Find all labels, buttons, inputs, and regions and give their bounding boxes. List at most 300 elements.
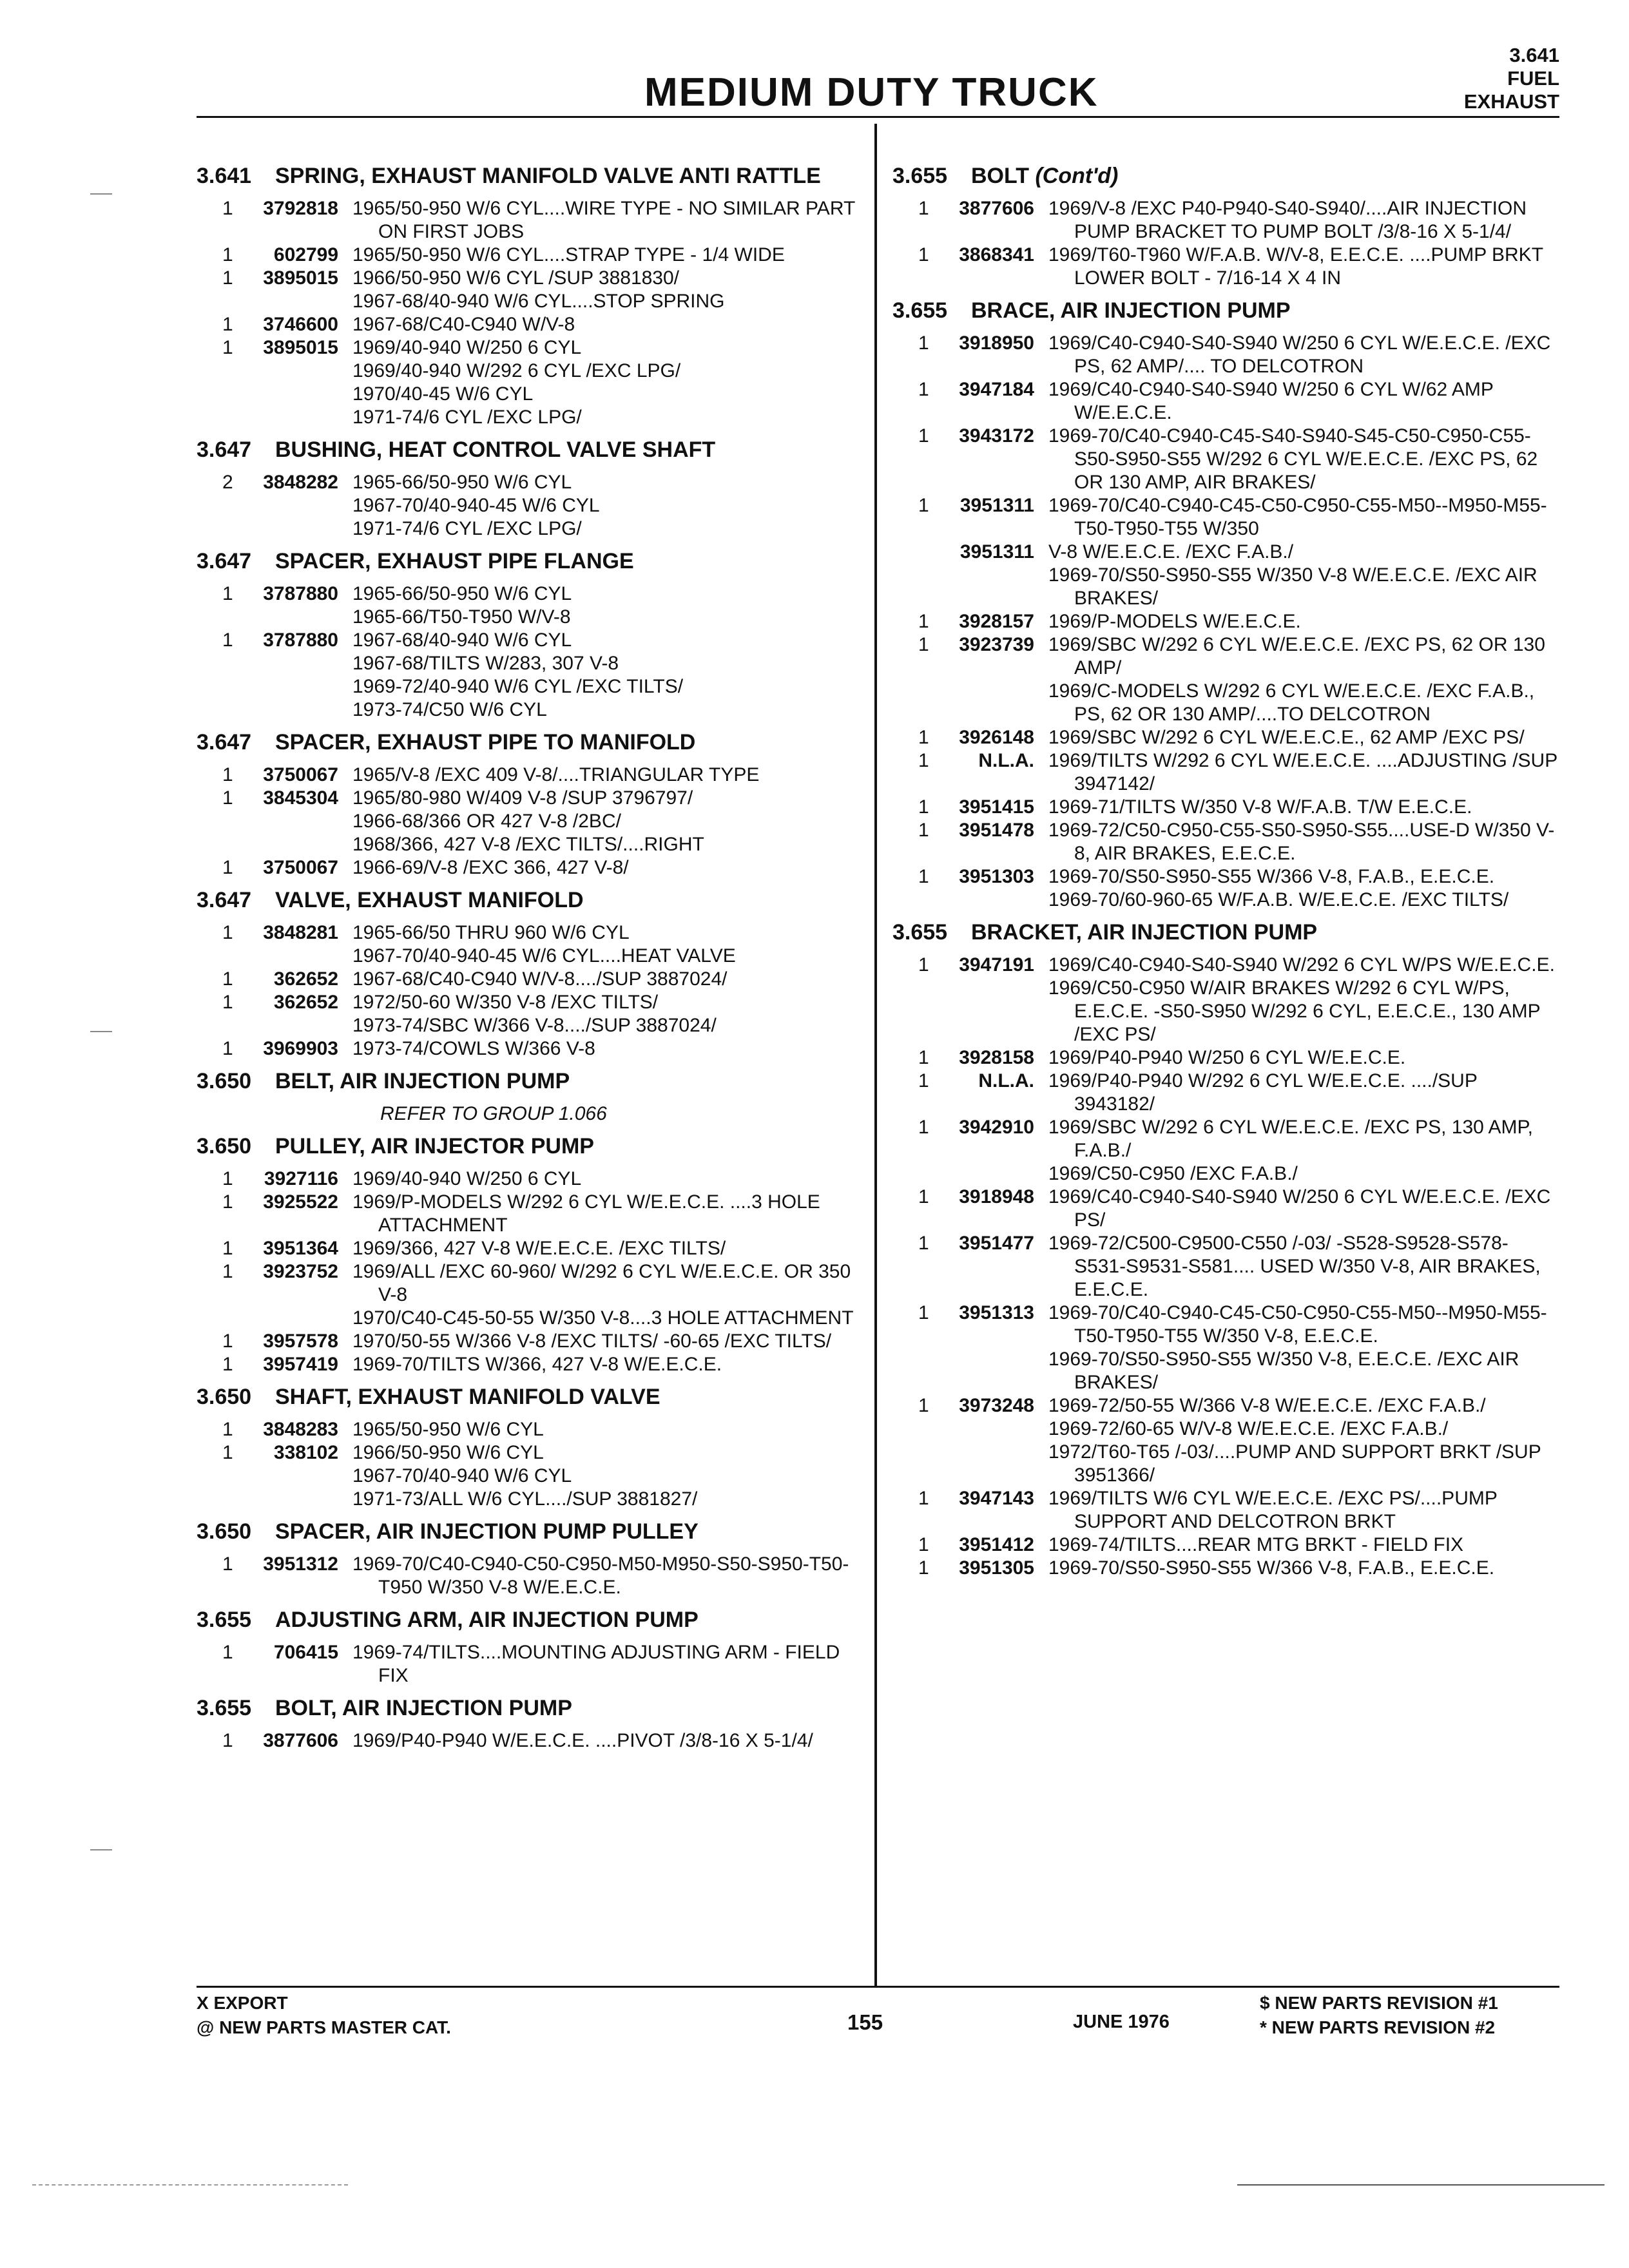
description-line: 1969-70/S50-S950-S55 W/366 V-8, F.A.B., E.E.C.E. <box>1048 1557 1495 1579</box>
part-row <box>892 726 1559 749</box>
footer-revision-2: * NEW PARTS REVISION #2 <box>1260 2017 1496 2037</box>
part-description <box>1048 796 1559 819</box>
description-line: 1970/50-55 W/366 V-8 /EXC TILTS/ -60-65 /EXC TILTS/ <box>352 1331 832 1352</box>
part-row <box>197 1553 860 1599</box>
description-line: 1969-70/S50-S950-S55 W/350 V-8, E.E.C.E. /EXC AIR BRAKES/ <box>1048 1349 1519 1393</box>
section-title <box>965 921 1559 945</box>
part-description <box>1048 633 1559 726</box>
section-title-text: BRACE, AIR INJECTION PUMP <box>971 298 1291 323</box>
part-number: 3943172 <box>959 425 1034 447</box>
part-description <box>1048 197 1559 244</box>
part-number: 3951412 <box>959 1534 1034 1555</box>
quantity: 1 <box>918 1302 929 1323</box>
page-title: MEDIUM DUTY TRUCK <box>644 70 1099 115</box>
section-heading <box>197 731 860 754</box>
quantity: 1 <box>918 1117 929 1138</box>
quantity: 1 <box>222 629 233 651</box>
quantity: 1 <box>222 1354 233 1375</box>
part-row <box>892 1186 1559 1232</box>
quantity: 1 <box>918 750 929 771</box>
description-line: 1967-70/40-940 W/6 CYL <box>352 1465 572 1486</box>
description-line: 1969/C50-C950 /EXC F.A.B./ <box>1048 1163 1298 1184</box>
part-number: 3957578 <box>263 1331 338 1352</box>
part-row <box>197 1353 860 1376</box>
description-line: 1969-70/C40-C940-C45-S40-S940-S45-C50-C950-C55-S50-S950-S55 W/292 6 CYL W/E.E.C.E. /EXC PS, 62 OR 130 AMP, AIR BRAKES/ <box>1048 425 1538 493</box>
section-number: 3.647 <box>197 437 252 462</box>
part-number: 3928157 <box>959 611 1034 632</box>
footer-revision-1: $ NEW PARTS REVISION #1 <box>1260 1993 1498 2013</box>
part-row <box>197 336 860 429</box>
part-description <box>352 197 860 244</box>
section-title <box>269 438 860 462</box>
group-label: FUEL <box>1507 67 1559 90</box>
part-description <box>1048 425 1559 494</box>
part-number: 338102 <box>273 1442 338 1463</box>
part-row <box>892 378 1559 425</box>
section-codes <box>1464 44 1559 113</box>
section-title <box>269 1696 860 1720</box>
description-line: 1965/50-950 W/6 CYL....STRAP TYPE - 1/4 WIDE <box>352 244 785 265</box>
description-line: 1967-68/C40-C940 W/V-8 <box>352 314 575 335</box>
description-line: 1965-66/50-950 W/6 CYL <box>352 472 572 493</box>
part-row <box>197 582 860 629</box>
section-heading <box>197 1520 860 1544</box>
part-row <box>892 1533 1559 1557</box>
part-number: 3951311 <box>959 541 1034 562</box>
section-heading <box>197 1070 860 1093</box>
part-description <box>352 244 860 267</box>
description-line: 1966/50-950 W/6 CYL <box>352 1442 544 1463</box>
parts-section <box>197 1520 860 1599</box>
section-number: 3.655 <box>197 1696 252 1720</box>
section-heading <box>892 164 1559 188</box>
part-row <box>892 541 1559 610</box>
parts-section <box>197 1135 860 1376</box>
part-number: 3957419 <box>263 1354 338 1375</box>
description-line: 1967-70/40-940-45 W/6 CYL....HEAT VALVE <box>352 945 736 966</box>
part-number: 3787880 <box>263 629 338 651</box>
part-number: 3947184 <box>959 379 1034 400</box>
description-line: 1969/ALL /EXC 60-960/ W/292 6 CYL W/E.E.C.E. OR 350 V-8 <box>352 1261 851 1305</box>
part-description <box>352 1330 860 1353</box>
part-description <box>352 1191 860 1237</box>
part-row <box>197 1237 860 1260</box>
section-title <box>269 731 860 754</box>
part-number: 3942910 <box>959 1117 1034 1138</box>
description-line: 1969/40-940 W/292 6 CYL /EXC LPG/ <box>352 360 681 381</box>
part-row <box>892 819 1559 865</box>
section-title-text: SPRING, EXHAUST MANIFOLD VALVE ANTI RATTLE <box>275 164 821 188</box>
section-heading <box>892 921 1559 945</box>
quantity: 1 <box>918 1047 929 1068</box>
part-row <box>892 1046 1559 1070</box>
quantity: 1 <box>222 314 233 335</box>
quantity: 1 <box>918 379 929 400</box>
quantity: 1 <box>222 1331 233 1352</box>
description-line: 1969/V-8 /EXC P40-P940-S40-S940/....AIR INJECTION PUMP BRACKET TO PUMP BOLT /3/8-16 X 5-1/4/ <box>1048 198 1527 242</box>
section-heading <box>197 1696 860 1720</box>
quantity: 1 <box>918 866 929 887</box>
section-number: 3.650 <box>197 1134 252 1158</box>
footer-export-note: X EXPORT <box>197 1993 288 2013</box>
quantity: 1 <box>918 244 929 265</box>
part-description <box>1048 1533 1559 1557</box>
description-line: 1969-70/S50-S950-S55 W/366 V-8, F.A.B., E.E.C.E. <box>1048 866 1495 887</box>
quantity: 1 <box>918 198 929 219</box>
part-number: 3877606 <box>959 198 1034 219</box>
part-description <box>1048 1070 1559 1116</box>
part-description <box>352 629 860 722</box>
page-number: 155 <box>847 2010 883 2034</box>
description-line: 1967-70/40-940-45 W/6 CYL <box>352 495 600 516</box>
footer-catalog-note: @ NEW PARTS MASTER CAT. <box>197 2017 451 2037</box>
part-description <box>1048 749 1559 796</box>
part-row <box>197 787 860 856</box>
description-line: 1969/C-MODELS W/292 6 CYL W/E.E.C.E. /EXC F.A.B., PS, 62 OR 130 AMP/....TO DELCOTRON <box>1048 680 1535 725</box>
section-number: 3.650 <box>197 1519 252 1544</box>
quantity: 1 <box>222 198 233 219</box>
parts-section <box>197 1070 860 1126</box>
part-number: 3926148 <box>959 727 1034 748</box>
left-column <box>197 164 860 1762</box>
section-title <box>269 164 860 188</box>
section-title <box>269 1385 860 1409</box>
quantity: 1 <box>222 1642 233 1663</box>
part-description <box>352 764 860 787</box>
section-title <box>965 299 1559 323</box>
part-number: 3969903 <box>263 1038 338 1059</box>
part-number: 3951311 <box>959 495 1034 516</box>
part-number: 3895015 <box>263 267 338 289</box>
continued-label: (Cont'd) <box>1035 164 1119 188</box>
description-line: 1969-70/TILTS W/366, 427 V-8 W/E.E.C.E. <box>352 1354 722 1375</box>
description-line: 1967-68/40-940 W/6 CYL....STOP SPRING <box>352 291 725 312</box>
part-description <box>1048 819 1559 865</box>
part-row <box>197 1191 860 1237</box>
description-line: 1969/C40-C940-S40-S940 W/250 6 CYL W/E.E.C.E. /EXC PS, 62 AMP/.... TO DELCOTRON <box>1048 332 1551 377</box>
description-line: 1969/SBC W/292 6 CYL W/E.E.C.E. /EXC PS, 62 OR 130 AMP/ <box>1048 634 1545 678</box>
part-row <box>892 633 1559 726</box>
part-description <box>352 1353 860 1376</box>
part-row <box>197 1441 860 1511</box>
part-row <box>892 1232 1559 1302</box>
description-line: 1969/366, 427 V-8 W/E.E.C.E. /EXC TILTS/ <box>352 1238 726 1259</box>
footer-date: JUNE 1976 <box>1073 2012 1170 2032</box>
parts-section <box>892 299 1559 912</box>
section-heading <box>892 299 1559 323</box>
part-number: 706415 <box>273 1642 338 1663</box>
part-number: 3951313 <box>959 1302 1034 1323</box>
quantity: 1 <box>918 1070 929 1091</box>
part-number: 3750067 <box>263 857 338 878</box>
quantity: 1 <box>918 495 929 516</box>
description-line: 1969-70/C40-C940-C50-C950-M50-M950-S50-S950-T50-T950 W/350 V-8 W/E.E.C.E. <box>352 1553 849 1598</box>
parts-section <box>197 550 860 722</box>
quantity: 1 <box>222 968 233 990</box>
section-number: 3.641 <box>197 164 252 188</box>
part-description <box>352 787 860 856</box>
quantity: 1 <box>918 820 929 841</box>
section-title <box>269 550 860 573</box>
part-number: 3845304 <box>263 787 338 809</box>
part-description <box>1048 954 1559 1046</box>
part-number: 3918950 <box>959 332 1034 354</box>
quantity: 1 <box>222 1261 233 1282</box>
part-number: 3787880 <box>263 583 338 604</box>
part-number: 3923739 <box>959 634 1034 655</box>
part-description <box>1048 332 1559 378</box>
section-number: 3.655 <box>892 920 948 945</box>
part-number: 362652 <box>273 968 338 990</box>
part-row <box>197 629 860 722</box>
description-line: 1965/50-950 W/6 CYL <box>352 1419 544 1440</box>
quantity: 1 <box>222 1191 233 1213</box>
part-number: 3927116 <box>264 1168 338 1189</box>
quantity: 1 <box>222 1168 233 1189</box>
part-description <box>1048 378 1559 425</box>
part-description <box>1048 610 1559 633</box>
part-row <box>197 1168 860 1191</box>
description-line: 1969/C40-C940-S40-S940 W/250 6 CYL W/62 AMP W/E.E.C.E. <box>1048 379 1494 423</box>
part-number: 3947191 <box>959 954 1034 975</box>
part-row <box>892 425 1559 494</box>
part-number: 3951415 <box>959 796 1034 818</box>
part-row <box>197 856 860 879</box>
section-heading <box>197 1608 860 1632</box>
part-row <box>892 1302 1559 1394</box>
section-heading <box>197 164 860 188</box>
section-heading <box>197 550 860 573</box>
part-description <box>1048 494 1559 541</box>
part-row <box>197 1641 860 1687</box>
description-line: 1969/P40-P940 W/292 6 CYL W/E.E.C.E. ..../SUP 3943182/ <box>1048 1070 1478 1115</box>
part-description <box>352 1729 860 1753</box>
part-row <box>197 1418 860 1441</box>
part-number: N.L.A. <box>978 1070 1034 1091</box>
description-line: 1969/C40-C940-S40-S940 W/250 6 CYL W/E.E.C.E. /EXC PS/ <box>1048 1186 1551 1231</box>
part-description <box>352 1441 860 1511</box>
margin-mark <box>90 1031 112 1032</box>
part-row <box>197 764 860 787</box>
part-number: 3848283 <box>263 1419 338 1440</box>
part-description <box>352 968 860 991</box>
column-divider <box>874 124 877 1986</box>
parts-section <box>197 889 860 1061</box>
part-description <box>352 1260 860 1330</box>
part-row <box>892 749 1559 796</box>
part-number: 3951303 <box>959 866 1034 887</box>
scan-edge-mark <box>32 2184 348 2187</box>
parts-section <box>197 1608 860 1687</box>
description-line: 1968/366, 427 V-8 /EXC TILTS/....RIGHT <box>352 834 704 855</box>
parts-section <box>197 164 860 429</box>
section-title-text: SPACER, AIR INJECTION PUMP PULLEY <box>275 1519 699 1544</box>
quantity: 1 <box>222 583 233 604</box>
description-line: 1970/C40-C45-50-55 W/350 V-8....3 HOLE ATTACHMENT <box>352 1307 854 1329</box>
description-line: 1967-68/TILTS W/283, 307 V-8 <box>352 653 619 674</box>
description-line: 1969-72/C500-C9500-C550 /-03/ -S528-S9528-S578-S531-S9531-S581.... USED W/350 V-8, AIR BRAKES, E.E.C.E. <box>1048 1233 1541 1300</box>
description-line: 1969-70/C40-C940-C45-C50-C950-C55-M50--M950-M55-T50-T950-T55 W/350 V-8, E.E.C.E. <box>1048 1302 1547 1347</box>
description-line: 1971-74/6 CYL /EXC LPG/ <box>352 407 582 428</box>
part-description <box>352 336 860 429</box>
description-line: 1969-72/C50-C950-C55-S50-S950-S55....USE-D W/350 V-8, AIR BRAKES, E.E.C.E. <box>1048 820 1555 864</box>
part-description <box>352 1037 860 1061</box>
quantity: 1 <box>222 337 233 358</box>
part-description <box>1048 865 1559 912</box>
part-number: 3792818 <box>263 198 338 219</box>
part-number: 3951312 <box>263 1553 338 1575</box>
description-line: 1969-70/S50-S950-S55 W/350 V-8 W/E.E.C.E. /EXC AIR BRAKES/ <box>1048 564 1537 609</box>
description-line: 1969/TILTS W/292 6 CYL W/E.E.C.E. ....ADJUSTING /SUP 3947142/ <box>1048 750 1557 794</box>
section-number: 3.647 <box>197 549 252 573</box>
section-title-text: PULLEY, AIR INJECTOR PUMP <box>275 1134 594 1158</box>
part-row <box>892 610 1559 633</box>
quantity: 1 <box>222 1553 233 1575</box>
description-line: 1972/T60-T65 /-03/....PUMP AND SUPPORT BRKT /SUP 3951366/ <box>1048 1441 1541 1486</box>
part-description <box>352 1418 860 1441</box>
part-description <box>352 313 860 336</box>
description-line: 1969-74/TILTS....REAR MTG BRKT - FIELD FIX <box>1048 1534 1464 1555</box>
section-title <box>269 1520 860 1544</box>
description-line: 1969/SBC W/292 6 CYL W/E.E.C.E. /EXC PS, 130 AMP, F.A.B./ <box>1048 1117 1534 1161</box>
part-description <box>1048 541 1559 610</box>
section-title <box>269 889 860 912</box>
part-row <box>892 1070 1559 1116</box>
description-line: 1969/SBC W/292 6 CYL W/E.E.C.E., 62 AMP /EXC PS/ <box>1048 727 1525 748</box>
description-line: 1969/C50-C950 W/AIR BRAKES W/292 6 CYL W/PS, E.E.C.E. -S50-S950 W/292 6 CYL, E.E.C.E., 130 AMP /EXC PS/ <box>1048 977 1541 1045</box>
quantity: 1 <box>918 1488 929 1509</box>
part-row <box>892 244 1559 290</box>
quantity: 1 <box>918 611 929 632</box>
description-line: 1969/C40-C940-S40-S940 W/292 6 CYL W/PS W/E.E.C.E. <box>1048 954 1555 975</box>
header-rule <box>197 116 1559 118</box>
part-number: 3947143 <box>959 1488 1034 1509</box>
section-heading <box>197 438 860 462</box>
part-row <box>892 1394 1559 1487</box>
section-code: 3.641 <box>1509 44 1559 66</box>
part-number: 3925522 <box>263 1191 338 1213</box>
quantity: 1 <box>222 1442 233 1463</box>
margin-mark <box>90 193 112 195</box>
part-row <box>197 471 860 541</box>
part-description <box>352 1641 860 1687</box>
part-description <box>352 856 860 879</box>
part-description <box>352 267 860 313</box>
part-number: 3951477 <box>959 1233 1034 1254</box>
description-line: 1969-70/60-960-65 W/F.A.B. W/E.E.C.E. /EXC TILTS/ <box>1048 889 1509 910</box>
quantity: 1 <box>222 857 233 878</box>
section-title-text: BUSHING, HEAT CONTROL VALVE SHAFT <box>275 437 716 462</box>
quantity: 1 <box>918 1186 929 1207</box>
section-title-text: SPACER, EXHAUST PIPE TO MANIFOLD <box>275 730 696 754</box>
section-title-text: SPACER, EXHAUST PIPE FLANGE <box>275 549 634 573</box>
part-row <box>197 921 860 968</box>
part-number: N.L.A. <box>978 750 1034 771</box>
quantity: 1 <box>222 267 233 289</box>
part-row <box>892 796 1559 819</box>
description-line: 1972/50-60 W/350 V-8 /EXC TILTS/ <box>352 992 659 1013</box>
description-line: 1969-71/TILTS W/350 V-8 W/F.A.B. T/W E.E.C.E. <box>1048 796 1472 818</box>
section-title <box>269 1070 860 1093</box>
description-line: 1969/40-940 W/250 6 CYL <box>352 337 582 358</box>
quantity: 1 <box>222 992 233 1013</box>
quantity: 1 <box>918 1233 929 1254</box>
section-title <box>269 1135 860 1158</box>
part-row <box>197 313 860 336</box>
part-row <box>892 1557 1559 1580</box>
part-description <box>352 921 860 968</box>
description-line: 1965/V-8 /EXC 409 V-8/....TRIANGULAR TYPE <box>352 764 760 785</box>
cross-reference-note: REFER TO GROUP 1.066 <box>380 1103 607 1124</box>
description-line: 1969/P40-P940 W/250 6 CYL W/E.E.C.E. <box>1048 1047 1406 1068</box>
part-row <box>892 197 1559 244</box>
part-description <box>352 582 860 629</box>
part-description <box>352 991 860 1037</box>
section-title-text: BOLT, AIR INJECTION PUMP <box>275 1696 572 1720</box>
description-line: 1969/P-MODELS W/292 6 CYL W/E.E.C.E. ....3 HOLE ATTACHMENT <box>352 1191 820 1236</box>
section-number: 3.647 <box>197 888 252 912</box>
part-row <box>892 954 1559 1046</box>
section-number: 3.655 <box>197 1608 252 1632</box>
parts-section <box>892 164 1559 290</box>
quantity: 2 <box>222 472 233 493</box>
part-number: 3923752 <box>263 1261 338 1282</box>
description-line: 1967-68/C40-C940 W/V-8..../SUP 3887024/ <box>352 968 728 990</box>
part-description <box>1048 1394 1559 1487</box>
quantity: 1 <box>222 1238 233 1259</box>
section-heading <box>197 1385 860 1409</box>
description-line: 1966-68/366 OR 427 V-8 /2BC/ <box>352 811 621 832</box>
quantity: 1 <box>222 1038 233 1059</box>
description-line: 1965-66/50 THRU 960 W/6 CYL <box>352 922 630 943</box>
description-line: 1966-69/V-8 /EXC 366, 427 V-8/ <box>352 857 629 878</box>
section-title <box>269 1608 860 1632</box>
part-number: 3951364 <box>263 1238 338 1259</box>
section-number: 3.647 <box>197 730 252 754</box>
footer-legend-right <box>1260 1991 1498 2040</box>
part-number: 3895015 <box>263 337 338 358</box>
section-heading <box>197 889 860 912</box>
description-line: 1965-66/50-950 W/6 CYL <box>352 583 572 604</box>
quantity: 1 <box>222 1730 233 1751</box>
quantity <box>892 541 932 610</box>
part-description <box>1048 726 1559 749</box>
description-line: 1969/P40-P940 W/E.E.C.E. ....PIVOT /3/8-16 X 5-1/4/ <box>352 1730 813 1751</box>
quantity: 1 <box>222 1419 233 1440</box>
part-row <box>197 1729 860 1753</box>
part-number: 3750067 <box>263 764 338 785</box>
part-row <box>892 1487 1559 1533</box>
description-line: 1969/P-MODELS W/E.E.C.E. <box>1048 611 1301 632</box>
part-number: 3848282 <box>263 472 338 493</box>
description-line: 1969-72/50-55 W/366 V-8 W/E.E.C.E. /EXC F.A.B./ <box>1048 1395 1486 1416</box>
section-number: 3.655 <box>892 164 948 188</box>
part-row <box>197 968 860 991</box>
parts-section <box>892 921 1559 1580</box>
description-line: 1969/T60-T960 W/F.A.B. W/V-8, E.E.C.E. ....PUMP BRKT LOWER BOLT - 7/16-14 X 4 IN <box>1048 244 1543 289</box>
part-number: 3877606 <box>263 1730 338 1751</box>
part-description <box>1048 1557 1559 1580</box>
part-row <box>197 1260 860 1330</box>
description-line: 1970/40-45 W/6 CYL <box>352 383 534 405</box>
part-number: 362652 <box>273 992 338 1013</box>
parts-section <box>197 1696 860 1753</box>
part-row <box>197 1037 860 1061</box>
parts-section <box>197 438 860 541</box>
part-number: 3868341 <box>959 244 1034 265</box>
subgroup-label: EXHAUST <box>1463 90 1559 113</box>
description-line: 1973-74/COWLS W/366 V-8 <box>352 1038 595 1059</box>
